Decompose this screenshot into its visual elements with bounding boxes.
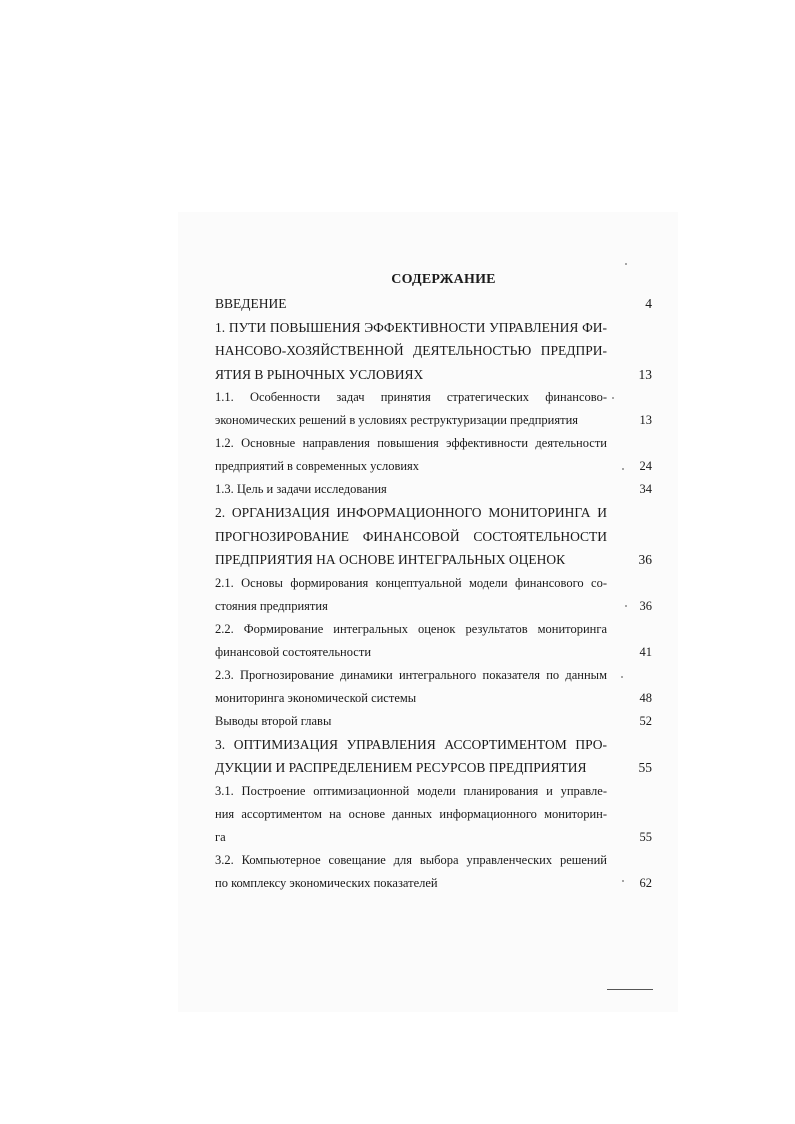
toc-entry-text [215, 432, 607, 478]
toc-entry-line: ПРЕДПРИЯТИЯ НА ОСНОВЕ ИНТЕГРАЛЬНЫХ ОЦЕНОК [215, 552, 566, 567]
toc-entry-text [215, 849, 607, 895]
toc-entry [215, 432, 652, 478]
toc-page-number: 36 [638, 552, 652, 567]
toc-entry-line: финансовой состоятельности [215, 644, 372, 659]
toc-entry-line: Выводы второй главы [215, 713, 332, 728]
toc-entry-line: 1. ПУТИ ПОВЫШЕНИЯ ЭФФЕКТИВНОСТИ УПРАВЛЕНИЯ ФИ- [215, 319, 607, 335]
table-of-contents [215, 268, 652, 895]
toc-entry-text [215, 292, 607, 316]
toc-page-number: 55 [638, 760, 652, 775]
toc-page-number: 34 [639, 482, 652, 496]
toc-entry-line: 2.2. Формирование интегральных оценок результатов мониторинга [215, 621, 607, 636]
toc-entry-line: ВВЕДЕНИЕ [215, 296, 287, 311]
toc-page-number: 48 [639, 690, 652, 705]
toc-title: СОДЕРЖАНИЕ [391, 272, 496, 287]
toc-entry [215, 478, 652, 501]
toc-entry-line: 3.2. Компьютерное совещание для выбора управленческих решений [215, 852, 607, 867]
toc-page-number: 13 [639, 413, 652, 427]
toc-page-number: 62 [639, 875, 652, 890]
toc-entry-line: 1.2. Основные направления повышения эффективности деятельности [215, 436, 607, 450]
toc-entry-text [215, 478, 607, 501]
scan-artifact-speck [625, 263, 627, 265]
toc-page-number: 36 [639, 598, 652, 613]
toc-entry-text [215, 710, 607, 733]
toc-entry-line: 1.1. Особенности задач принятия стратегических финансово- [215, 390, 607, 404]
toc-page-number: 24 [639, 459, 652, 473]
toc-entry [215, 780, 652, 849]
toc-entry-line: 2. ОРГАНИЗАЦИЯ ИНФОРМАЦИОННОГО МОНИТОРИНГА И [215, 505, 607, 520]
toc-entry-text [215, 733, 607, 780]
toc-entry [215, 664, 652, 710]
toc-page-number: 41 [639, 644, 652, 659]
toc-entry-line: стояния предприятия [215, 598, 328, 613]
toc-entry-line: 3. ОПТИМИЗАЦИЯ УПРАВЛЕНИЯ АССОРТИМЕНТОМ ПРО- [215, 736, 607, 752]
toc-entry-line: ЯТИЯ В РЫНОЧНЫХ УСЛОВИЯХ [215, 366, 424, 382]
toc-entry-line: ДУКЦИИ И РАСПРЕДЕЛЕНИЕМ РЕСУРСОВ ПРЕДПРИЯТИЯ [215, 760, 587, 775]
toc-page-number: 4 [645, 296, 652, 311]
scan-artifact-speck [622, 468, 624, 470]
toc-entry-line: НАНСОВО-ХОЗЯЙСТВЕННОЙ ДЕЯТЕЛЬНОСТЬЮ ПРЕДПРИ- [215, 343, 607, 358]
toc-entry-line: 2.1. Основы формирования концептуальной модели финансового со- [215, 575, 607, 590]
toc-list [215, 292, 652, 895]
scan-artifact-speck [625, 605, 627, 607]
toc-entry [215, 618, 652, 664]
toc-entry-line: ПРОГНОЗИРОВАНИЕ ФИНАНСОВОЙ СОСТОЯТЕЛЬНОСТИ [215, 528, 607, 544]
toc-entry-line: 2.3. Прогнозирование динамики интегрального показателя по данным [215, 667, 607, 682]
toc-entry-text [215, 572, 607, 618]
toc-entry-text [215, 316, 607, 387]
toc-entry-text [215, 386, 607, 432]
toc-entry-line: 1.3. Цель и задачи исследования [215, 482, 387, 496]
toc-entry-text [215, 780, 607, 849]
toc-entry [215, 733, 652, 780]
toc-entry [215, 710, 652, 733]
scan-artifact-line [607, 989, 653, 990]
scan-artifact-speck [621, 676, 623, 678]
toc-entry-line: ния ассортиментом на основе данных информационного мониторин- [215, 806, 607, 821]
scan-artifact-speck [622, 880, 624, 882]
scan-artifact-speck [612, 397, 614, 399]
toc-entry [215, 849, 652, 895]
toc-page-number: 52 [639, 713, 652, 728]
toc-entry-text [215, 664, 607, 710]
toc-entry-line: по комплексу экономических показателей [215, 875, 438, 890]
toc-entry [215, 292, 652, 316]
toc-entry-line: 3.1. Построение оптимизационной модели планирования и управле- [215, 783, 607, 798]
toc-entry [215, 316, 652, 387]
toc-entry [215, 501, 652, 572]
toc-entry [215, 386, 652, 432]
toc-entry-text [215, 618, 607, 664]
toc-page-number: 13 [638, 366, 652, 382]
toc-entry-text [215, 501, 607, 572]
toc-entry-line: экономических решений в условиях реструктуризации предприятия [215, 413, 579, 427]
toc-entry-line: предприятий в современных условиях [215, 459, 420, 473]
toc-entry-line: мониторинга экономической системы [215, 690, 417, 705]
toc-entry [215, 572, 652, 618]
toc-entry-line: га [215, 829, 226, 844]
toc-page-number: 55 [639, 829, 652, 844]
